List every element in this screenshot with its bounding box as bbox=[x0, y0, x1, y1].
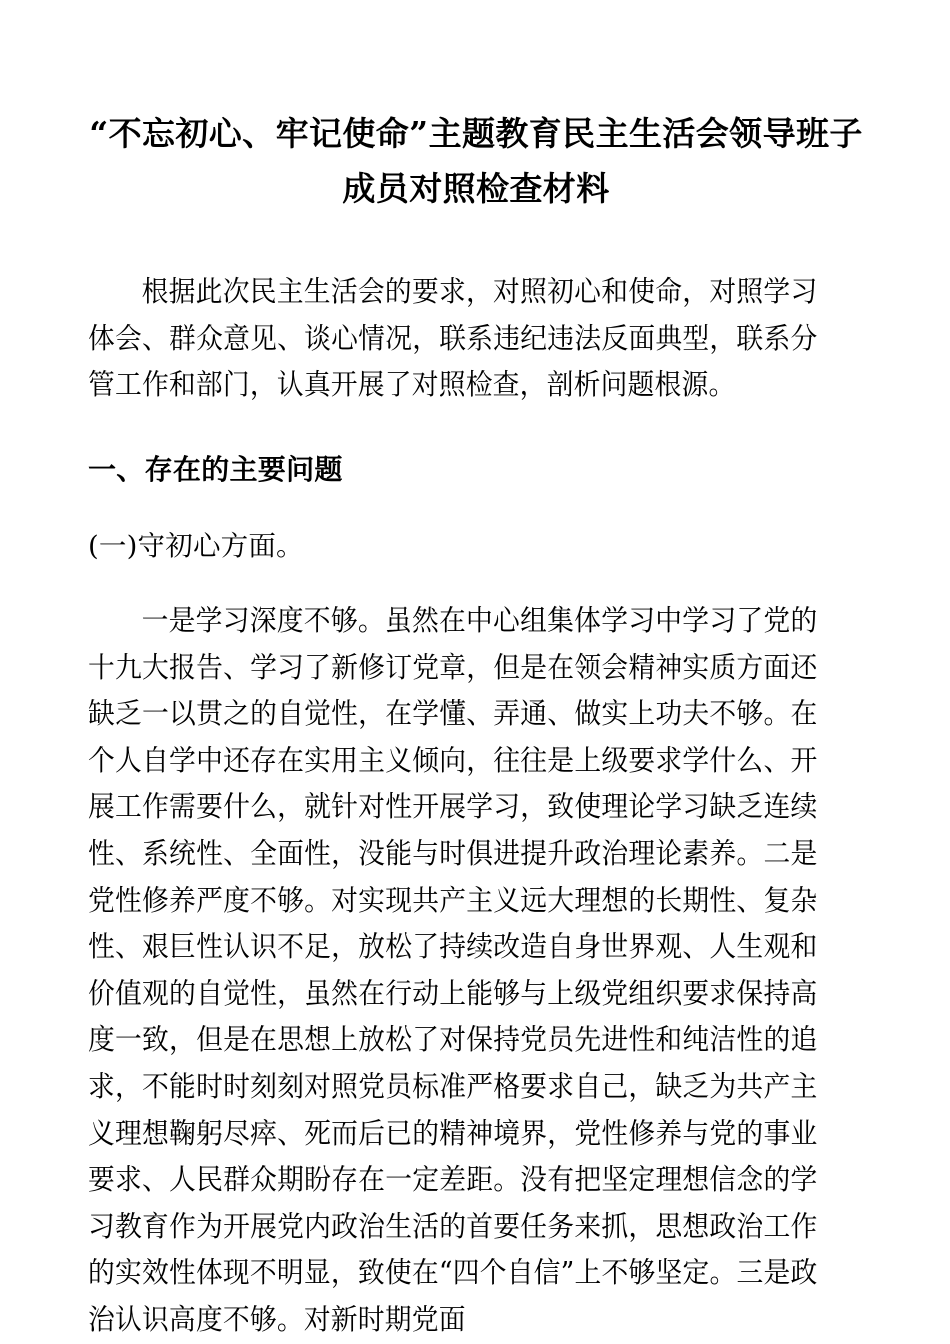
section-heading-existing-problems: 一、存在的主要问题 bbox=[88, 452, 343, 486]
body-paragraph: 一是学习深度不够。虽然在中心组集体学习中学习了党的十九大报告、学习了新修订党章，但是在领会精神实质方面还缺乏一以贯之的自觉性，在学懂、弄通、做实上功夫不够。在个人自学中还存在实用主义倾向，往往是上级要求学什么、开展工作需要什么，就针对性开展学习，致使理论学习缺乏连续性、系统性、全面性，没能与时俱进提升政治理论素养。二是党性修养严度不够。对实现共产主义远大理想的长期性、复杂性、艰巨性认识不足，放松了持续改造自身世界观、人生观和价值观的自觉性，虽然在行动上能够与上级党组织要求保持高度一致，但是在思想上放松了对保持党员先进性和纯洁性的追求，不能时时刻刻对照党员标准严格要求自己，缺乏为共产主义理想鞠躬尽瘁、死而后已的精神境界，党性修养与党的事业要求、人民群众期盼存在一定差距。没有把坚定理想信念的学习教育作为开展党内政治生活的首要任务来抓，思想政治工作的实效性体现不明显，致使在“四个自信”上不够坚定。三是政治认识高度不够。对新时期党面 bbox=[88, 603, 818, 1336]
document-body bbox=[88, 0, 864, 1343]
intro-paragraph: 根据此次民主生活会的要求，对照初心和使命，对照学习体会、群众意见、谈心情况，联系违纪违法反面典型，联系分管工作和部门，认真开展了对照检查，剖析问题根源。 bbox=[88, 275, 818, 402]
document-title: “不忘初心、牢记使命”主题教育民主生活会领导班子成员对照检查材料 bbox=[89, 114, 863, 208]
subsection-heading-original-aspiration: (一)守初心方面。 bbox=[88, 530, 304, 563]
